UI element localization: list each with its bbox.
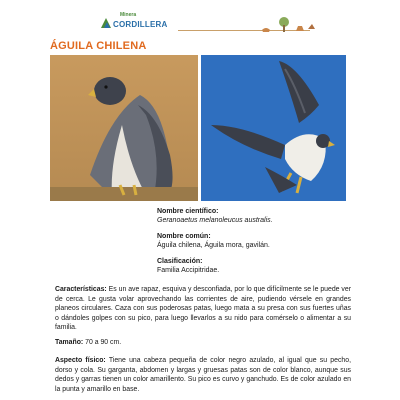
classification-block <box>157 257 357 275</box>
flying-eagle-photo <box>201 55 346 201</box>
characteristics-text: Es un ave rapaz, esquiva y desconfiada, por lo que difícilmente se le puede ver de cerca. Le gusta volar aprovechando las corrientes de aire, pudiendo vérsele en grandes planeos circulares. Caza con sus poderosas patas, luego mata a su presa con sus fuertes uñas o dándoles golpes con su pico, para luego llevarlos a su nido para comérselo o alimentar a su familia. <box>55 286 351 332</box>
animals-tree-decoration-icon <box>258 14 318 34</box>
characteristics-paragraph <box>55 285 351 333</box>
classification-value: Familia Accipitridae. <box>157 267 220 274</box>
perched-eagle-photo <box>50 55 198 201</box>
company-logo <box>96 12 176 38</box>
size-paragraph <box>55 338 351 348</box>
characteristics-label: Características: <box>55 286 107 293</box>
appearance-text: Tiene una cabeza pequeña de color negro azulado, al igual que su pecho, dorso y cola. Su garganta, abdomen y largas y gruesas patas son de color blanco, aunque sus dedos y garras tienen un color amarillento. Su pico es curvo y ganchudo. Es de color azulado en la punta y amarillo en base. <box>55 357 351 393</box>
logo-main-text: CORDILLERA <box>113 20 168 29</box>
species-info <box>157 207 357 282</box>
page-header <box>0 8 400 40</box>
logo-small-text: Minera <box>120 12 137 18</box>
appearance-label: Aspecto físico: <box>55 357 106 364</box>
scientific-name-value: Geranoaetus melanoleucus australis. <box>157 217 273 224</box>
common-name-block <box>157 232 357 250</box>
classification-label: Clasificación: <box>157 258 203 265</box>
size-text: 70 a 90 cm. <box>83 339 122 346</box>
scientific-name-label: Nombre científico: <box>157 208 219 215</box>
mountain-logo-icon <box>100 14 112 30</box>
page-title: ÁGUILA CHILENA <box>50 40 147 52</box>
size-label: Tamaño: <box>55 339 84 346</box>
common-name-value: Águila chilena, Águila mora, gavilán. <box>157 242 270 249</box>
scientific-name-block <box>157 207 357 225</box>
appearance-paragraph <box>55 356 351 394</box>
common-name-label: Nombre común: <box>157 233 211 240</box>
